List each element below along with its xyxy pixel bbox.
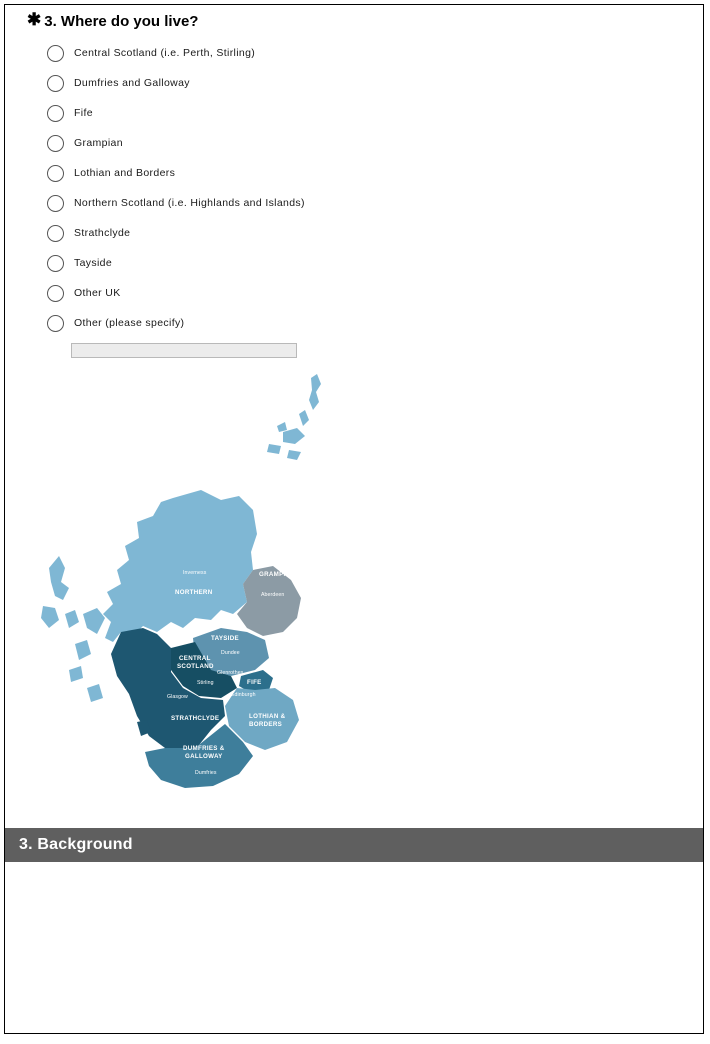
map-city-dundee: Dundee <box>221 650 240 656</box>
section-title: 3. Background <box>19 836 133 853</box>
map-label-dumfries-line2: GALLOWAY <box>185 753 223 760</box>
radio-icon[interactable] <box>47 195 64 212</box>
option-fife[interactable] <box>47 98 703 128</box>
option-lothian-and-borders[interactable] <box>47 158 703 188</box>
scotland-map <box>5 370 703 810</box>
option-label: Dumfries and Galloway <box>74 77 190 89</box>
option-label: Lothian and Borders <box>74 167 176 179</box>
option-label: Grampian <box>74 137 123 149</box>
map-label-lothian-line2: BORDERS <box>249 721 283 728</box>
radio-icon[interactable] <box>47 75 64 92</box>
option-central-scotland[interactable] <box>47 38 703 68</box>
option-strathclyde[interactable] <box>47 218 703 248</box>
option-other-please-specify[interactable] <box>47 308 703 338</box>
question-block <box>5 5 703 358</box>
option-other-uk[interactable] <box>47 278 703 308</box>
map-city-inverness: Inverness <box>183 570 207 576</box>
map-city-dumfries: Dumfries <box>195 770 217 776</box>
map-label-central-scotland-line2: SCOTLAND <box>177 663 214 670</box>
option-grampian[interactable] <box>47 128 703 158</box>
map-city-glasgow: Glasgow <box>167 694 188 700</box>
radio-icon[interactable] <box>47 105 64 122</box>
map-city-aberdeen: Aberdeen <box>261 592 285 598</box>
map-city-edinburgh: Edinburgh <box>231 692 256 698</box>
option-label: Strathclyde <box>74 227 131 239</box>
map-label-strathclyde: STRATHCLYDE <box>171 715 220 722</box>
map-region-northern[interactable] <box>103 490 257 642</box>
option-northern-scotland[interactable] <box>47 188 703 218</box>
radio-icon[interactable] <box>47 225 64 242</box>
option-label: Northern Scotland (i.e. Highlands and Islands) <box>74 197 305 209</box>
option-tayside[interactable] <box>47 248 703 278</box>
section-header-bar <box>5 828 703 862</box>
required-asterisk-icon: ✱ <box>27 10 42 29</box>
radio-group <box>5 38 703 338</box>
option-label: Other UK <box>74 287 121 299</box>
radio-icon[interactable] <box>47 255 64 272</box>
radio-icon[interactable] <box>47 285 64 302</box>
radio-icon[interactable] <box>47 135 64 152</box>
page-title <box>5 10 703 30</box>
option-label: Tayside <box>74 257 113 269</box>
radio-icon[interactable] <box>47 45 64 62</box>
map-city-stirling: Stirling <box>197 680 214 686</box>
scotland-map-svg <box>25 370 345 810</box>
radio-icon[interactable] <box>47 165 64 182</box>
other-specify-input[interactable] <box>71 343 297 358</box>
map-label-fife: FIFE <box>247 679 262 686</box>
map-region-western-isles <box>41 556 79 628</box>
map-city-glenrothes: Glenrothes <box>217 670 244 676</box>
option-label: Fife <box>74 107 93 119</box>
option-dumfries-and-galloway[interactable] <box>47 68 703 98</box>
option-label: Other (please specify) <box>74 317 185 329</box>
map-label-grampian: GRAMPIAN <box>259 571 296 578</box>
map-region-northern-islands <box>267 374 321 460</box>
map-label-central-scotland-line1: CENTRAL <box>179 655 211 662</box>
option-label: Central Scotland (i.e. Perth, Stirling) <box>74 47 256 59</box>
survey-page <box>4 4 704 1034</box>
radio-icon[interactable] <box>47 315 64 332</box>
map-label-northern: NORTHERN <box>175 589 213 596</box>
question-text: 3. Where do you live? <box>44 13 199 30</box>
map-label-tayside: TAYSIDE <box>211 635 239 642</box>
map-label-dumfries-line1: DUMFRIES & <box>183 745 225 752</box>
map-label-lothian-line1: LOTHIAN & <box>249 713 286 720</box>
other-input-wrapper <box>5 340 703 358</box>
